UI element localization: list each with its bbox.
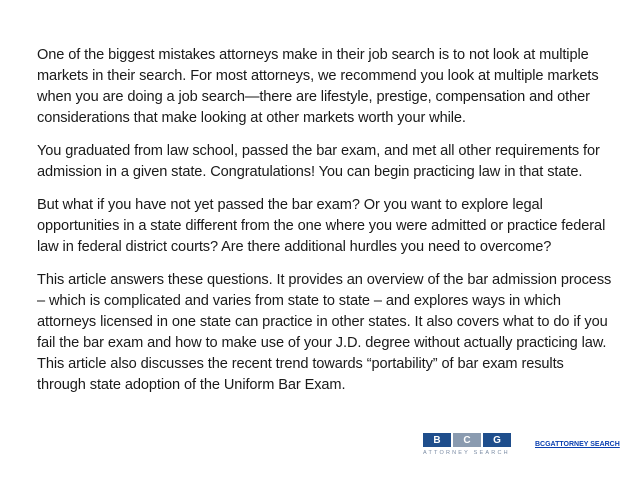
logo-letter-g: G: [483, 433, 511, 447]
paragraph-1: One of the biggest mistakes attorneys make in their job search is to not look at multiple markets in their search. For most attorneys, we recommend you look at multiple markets when you are doing a job search—there are lifestyle, prestige, compensation and other considerations that make looking at other markets worth your while.: [37, 47, 599, 126]
paragraph-4: This article answers these questions. It provides an overview of the bar admission process – which is complicated and varies from state to state – and explores ways in which attorneys licensed in one state can practice in other states. It also covers what to do if you fail the bar exam and how to make use of your J.D. degree without actually practicing law. This article also discusses the recent trend towards “portability” of bar exam results through state adoption of the Uniform Bar Exam.: [37, 272, 612, 393]
paragraph-3: But what if you have not yet passed the bar exam? Or you want to explore legal opportunities in a state different from the one where you were admitted or practice federal law in federal district courts? Are there additional hurdles you need to overcome?: [37, 197, 606, 255]
bcg-attorney-search-link[interactable]: BCGATTORNEY SEARCH: [535, 441, 620, 448]
bcg-logo: [423, 433, 523, 463]
logo-letters: [423, 433, 523, 447]
logo-letter-c: C: [453, 433, 481, 447]
paragraph-2: You graduated from law school, passed the bar exam, and met all other requirements for admission in a given state. Congratulations! You can begin practicing law in that state.: [37, 143, 600, 180]
article-body: [37, 45, 613, 408]
logo-subtitle: ATTORNEY SEARCH: [423, 450, 510, 456]
logo-letter-b: B: [423, 433, 451, 447]
